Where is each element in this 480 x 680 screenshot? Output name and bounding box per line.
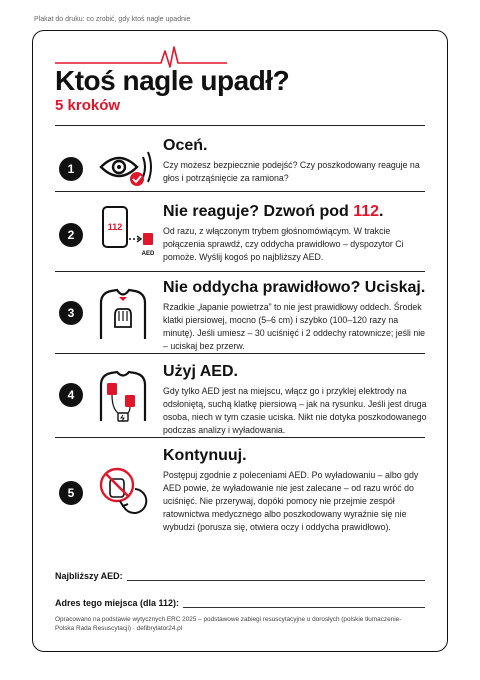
step-heading-text: Nie reaguje? Dzwoń pod [163, 203, 354, 220]
emergency-number: 112 [353, 203, 380, 220]
step-number: 4 [59, 383, 83, 407]
nearest-aed-label: Najbliższy AED: [55, 571, 123, 581]
step-heading: Kontynuuj. [163, 447, 247, 464]
step-body: Postępuj zgodnie z poleceniami AED. Po wyładowaniu – albo gdy AED powie, że wyładowanie nie jest zalecane – od razu wróć do uciśnięć. Nie przerywaj, dopóki pomocy nie przejmie zespół ratownictwa medycznego albo poszkodowany wyraźnie się nie wybudzi (porusza się, otwiera oczy i oddycha prawidłowo). [163, 470, 419, 532]
step-heading [163, 203, 384, 221]
step-body: Czy możesz bezpiecznie podejść? Czy poszkodowany reaguje na głos i potrząśnięcie za ramiona? [163, 160, 420, 183]
aed-label: AED [141, 251, 155, 257]
step-heading: Użyj AED. [163, 363, 238, 380]
divider [55, 271, 425, 272]
step-body: Rzadkie „łapanie powietrza” to nie jest prawidłowy oddech. Środek klatki piersiowej, mocno (5–6 cm) i szybko (100–120 razy na minutę). Jeśli umiesz – 30 uciśnięć i 2 oddechy ratownicze; jeśli nie – uciskaj bez przerw. [163, 302, 426, 351]
divider [55, 191, 425, 192]
chest-compression-icon [93, 281, 173, 351]
address-label: Adres tego miejsca (dla 112): [55, 598, 180, 608]
top-note: Plakat do druku: co zrobić, gdy ktoś nagle upadnie [34, 16, 191, 23]
phone-112-aed-icon [93, 201, 173, 271]
step-number: 1 [59, 157, 83, 181]
nearest-aed-line[interactable] [127, 571, 425, 581]
poster-title: Ktoś nagle upadł? [55, 65, 290, 96]
address-field[interactable] [55, 598, 425, 608]
footer-source: Opracowano na podstawie wytycznych ERC 2025 – podstawowe zabiegi resuscytacyjne u dorosłych (polskie tłumaczenie- Polska Rada Resuscytacji) · defibrylator24.pl [55, 616, 402, 632]
no-touch-continue-icon [93, 459, 173, 529]
eye-check-icon [93, 137, 173, 207]
poster-card [32, 30, 448, 652]
phone-number-label: 112 [107, 222, 123, 232]
step-body: Gdy tylko AED jest na miejscu, włącz go i przyklej elektrody na odsłoniętą, suchą klatkę piersiową – jak na rysunku. Jeśli jest druga osoba, niech w tym czasie uciska. Nikt nie dotyka poszkodowanego podczas analizy i wyładowania. [163, 386, 427, 435]
poster-subtitle: 5 kroków [55, 97, 121, 114]
step-number: 3 [59, 301, 83, 325]
nearest-aed-field[interactable] [55, 571, 425, 581]
aed-pads-icon [93, 363, 173, 433]
divider [55, 437, 425, 438]
divider [55, 353, 425, 354]
step-body: Od razu, z włączonym trybem głośnomówiącym. W trakcie połączenia sprawdź, czy oddycha prawidłowo – dyspozytor Ci pomoże. Wyślij kogoś po najbliższy AED. [163, 226, 404, 262]
step-heading: Oceń. [163, 137, 208, 154]
step-number: 2 [59, 223, 83, 247]
step-number: 5 [59, 481, 83, 505]
step-heading-suffix: . [379, 203, 384, 220]
step-heading: Nie oddycha prawidłowo? Uciskaj. [163, 279, 426, 296]
address-line[interactable] [183, 598, 425, 608]
divider [55, 125, 425, 126]
